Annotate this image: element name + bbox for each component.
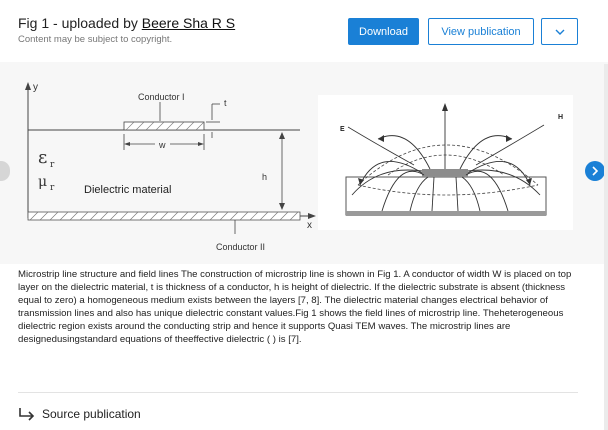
author-link[interactable]: Beere Sha R S — [141, 15, 236, 31]
next-figure-button[interactable] — [585, 161, 605, 181]
chevron-down-icon — [555, 29, 565, 35]
permittivity-symbol: ε — [38, 147, 48, 168]
return-arrow-icon — [18, 407, 36, 421]
view-publication-button[interactable]: View publication — [428, 18, 534, 45]
width-label: w — [159, 140, 166, 150]
thickness-label: t — [224, 98, 227, 108]
figure-caption: Microstrip line structure and field lines The construction of microstrip line is shown in Fig 1. A conductor of width W is placed on top layer on the dielectric material, t is thickness of a conductor, h is height of dielectric. If the dielectric substrate is absent (thickness equal to zero) a homogeneous medium exists between the layers [7, 8]. The dielectric material changes electrical behavior of transmission lines and also has unique dielectric constant values.Fig 1 shows the field lines of microstrip line. Theheterogeneous dielectric region exists around the conducting strip and hence it supports Quasi TEM waves. The microstrip lines are designedusingstandard equations of theeffective dielectric ( ) is [7]. — [18, 269, 572, 345]
e-field-label: E — [340, 126, 345, 133]
download-button[interactable]: Download — [348, 18, 419, 45]
y-axis-label: y — [33, 82, 38, 93]
conductor-1-label: Conductor I — [138, 92, 185, 102]
permittivity-subscript: r — [50, 160, 55, 170]
height-label: h — [262, 172, 268, 182]
scrollbar[interactable] — [604, 64, 608, 430]
copyright-note: Content may be subject to copyright. — [18, 34, 173, 45]
permeability-symbol: μ — [38, 174, 48, 190]
field-lines-diagram — [318, 95, 573, 230]
h-field-label: H — [558, 114, 564, 121]
divider — [18, 392, 578, 393]
permeability-subscript: r — [50, 183, 55, 193]
source-publication-link[interactable] — [18, 407, 141, 421]
figure-header — [0, 0, 608, 62]
title-prefix: Fig 1 - uploaded by — [18, 15, 142, 31]
x-axis-label: x — [307, 220, 312, 231]
microstrip-structure-diagram — [20, 68, 320, 260]
source-publication-label: Source publication — [42, 407, 141, 421]
chevron-right-icon — [592, 166, 598, 176]
conductor-2-label: Conductor II — [216, 242, 266, 252]
figure-title — [18, 15, 235, 31]
dielectric-label: Dielectric material — [84, 184, 172, 196]
more-options-button[interactable] — [541, 18, 578, 45]
